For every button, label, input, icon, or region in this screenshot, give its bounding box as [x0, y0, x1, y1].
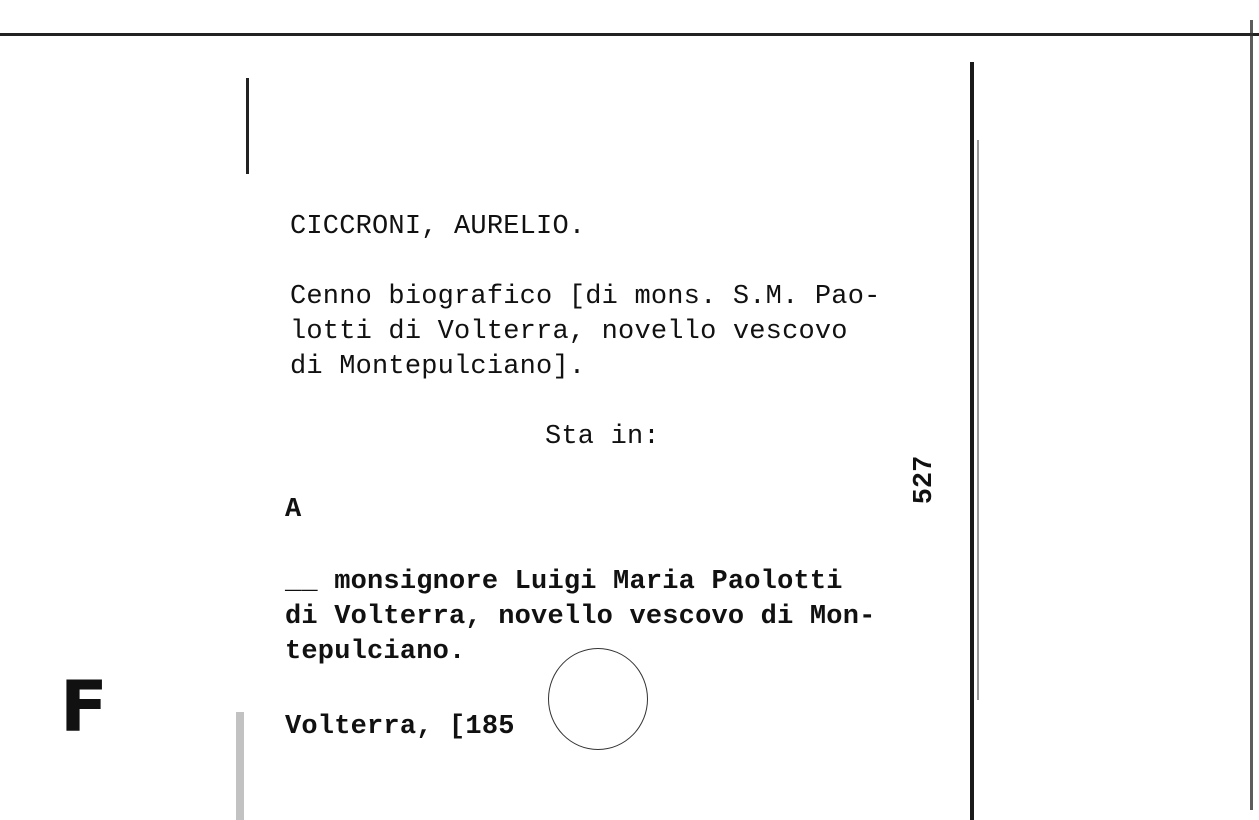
card-right-edge [970, 62, 974, 820]
margin-letter-f: F [60, 666, 108, 748]
scan-noise-top [0, 0, 1259, 32]
scan-right-edge [1250, 20, 1253, 810]
card-right-edge-shadow [977, 140, 979, 700]
shelf-number: 527 [910, 455, 940, 505]
card-description: Cenno biografico [di mons. S.M. Pao- lotti di Volterra, novello vescovo di Montepulciano]. [290, 282, 881, 382]
circle-stamp [548, 648, 648, 750]
left-margin-mark [246, 78, 249, 174]
card-top-edge [0, 33, 1259, 36]
left-margin-smudge [236, 712, 244, 820]
card-dedication: __ monsignore Luigi Maria Paolotti di Volterra, novello vescovo di Mon- tepulciano. [285, 567, 876, 667]
card-heading: CICCRONI, AURELIO. [290, 212, 586, 242]
contained-in-label: Sta in: [545, 422, 660, 452]
card-imprint: Volterra, [185 [285, 712, 515, 742]
letter-a: A [285, 495, 302, 525]
